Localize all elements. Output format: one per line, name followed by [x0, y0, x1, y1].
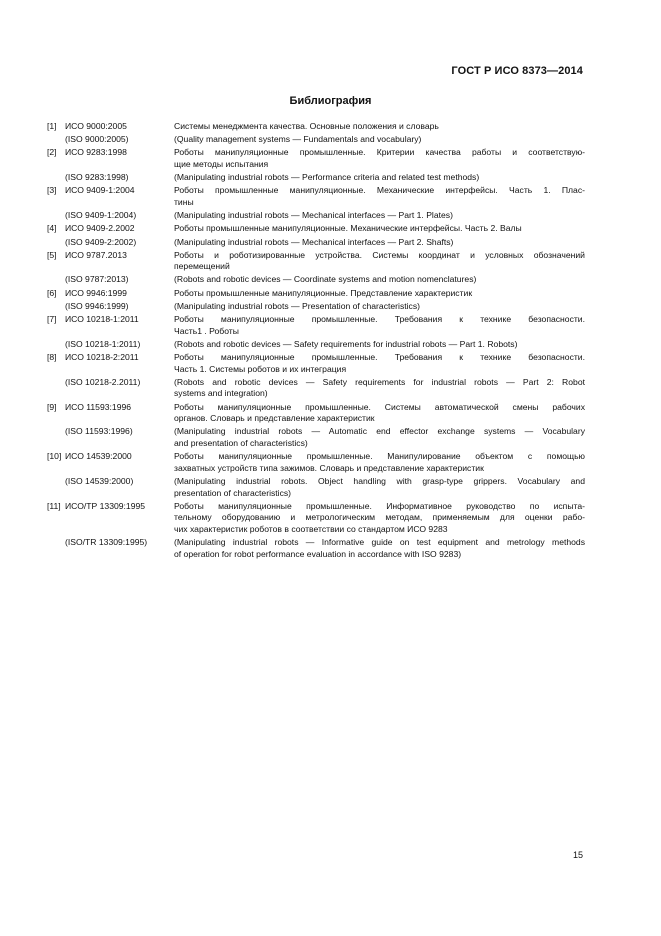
entry-description — [174, 314, 585, 337]
entry-number: [4] — [47, 223, 57, 234]
entry-standard-code: (ISO 10218-2.2011) — [65, 376, 141, 387]
entry-description-line: щие методы испытания — [174, 158, 269, 169]
entry-description — [174, 121, 585, 133]
entry-standard-code: ИСО 9409-1:2004 — [65, 185, 135, 196]
entry-description — [174, 250, 585, 273]
entry-standard-code: ИСО 9946:1999 — [65, 287, 127, 298]
entry-description — [174, 288, 585, 300]
entry-number: [10] — [47, 451, 62, 462]
entry-description-line: Роботы промышленные манипуляционные. Механические интерфейсы. Часть 2. Валы — [174, 223, 522, 234]
entry-description — [174, 301, 585, 313]
bibliography-entry — [47, 237, 585, 249]
bibliography-entry — [47, 451, 585, 474]
entry-description-line: чих характеристик роботов в соответствии со стандартом ИСО 9283 — [174, 523, 448, 534]
bibliography-entry — [47, 134, 585, 146]
entry-number: [11] — [47, 500, 61, 511]
entry-description — [174, 339, 585, 351]
entry-description-line: захватных устройств типа зажимов. Словарь и представление характеристик — [174, 462, 484, 473]
entry-description — [174, 537, 585, 560]
bibliography-title: Библиография — [289, 95, 372, 107]
bibliography-entry — [47, 274, 585, 286]
entry-description — [174, 237, 585, 249]
entry-description-line: Часть 1. Системы роботов и их интеграция — [174, 363, 347, 374]
entry-standard-code: ИСО/ТР 13309:1995 — [65, 500, 146, 511]
entry-description — [174, 147, 585, 170]
entry-description-line: органов. Словарь и представление характеристик — [174, 413, 375, 424]
entry-description-line: (Manipulating industrial robots — Mechanical interfaces — Part 2. Shafts) — [174, 236, 454, 247]
entry-description-line: (Robots and robotic devices — Safety requirements for industrial robots — Part 2: Robot — [174, 376, 585, 387]
entry-standard-code: (ISO 9409-1:2004) — [65, 210, 137, 221]
entry-description — [174, 476, 585, 499]
bibliography-entry — [47, 402, 585, 425]
bibliography-entry — [47, 210, 585, 222]
entry-description-line: Роботы манипуляционные промышленные. Критерии качества работы и соответствую- — [174, 147, 585, 158]
bibliography-entry — [47, 185, 585, 208]
entry-standard-code: ИСО 9787.2013 — [65, 249, 127, 260]
bibliography-entry — [47, 288, 585, 300]
bibliography-entry — [47, 314, 585, 337]
entry-description-line: Роботы манипуляционные промышленные. Информативное руководство по испыта- — [174, 500, 585, 511]
entry-description-line: (Manipulating industrial robots. Object handling with grasp-type grippers. Vocabulary and — [174, 475, 585, 486]
bibliography-entry — [47, 476, 585, 499]
page-number: 15 — [572, 850, 583, 860]
entry-description-line: Роботы и роботизированные устройства. Системы координат и условных обозначений — [174, 249, 585, 260]
bibliography-entry — [47, 301, 585, 313]
entry-description-line: (Manipulating industrial robots — Presentation of characteristics) — [174, 300, 420, 311]
entry-description-line: (Quality management systems — Fundamentals and vocabulary) — [174, 134, 422, 145]
bibliography-entry — [47, 377, 585, 400]
entry-standard-code: ИСО 10218-1:2011 — [65, 314, 139, 325]
entry-description — [174, 402, 585, 425]
entry-description-line: (Manipulating industrial robots — Informative guide on test equipment and metrology methods — [174, 537, 585, 548]
entry-description-line: (Robots and robotic devices — Coordinate systems and motion nomenclatures) — [174, 274, 477, 285]
entry-description-line: Роботы промышленные манипуляционные. Механические интерфейсы. Часть 1. Плас- — [174, 185, 585, 196]
entry-description-line: of operation for robot performance evaluation in accordance with ISO 9283) — [174, 548, 462, 559]
entry-standard-code: (ISO 9787:2013) — [65, 274, 129, 285]
entry-description — [174, 134, 585, 146]
entry-description — [174, 426, 585, 449]
document-header: ГОСТ Р ИСО 8373—2014 — [451, 65, 583, 77]
entry-description-line: (Robots and robotic devices — Safety requirements for industrial robots — Part 1. Robots) — [174, 338, 518, 349]
entry-standard-code: ИСО 14539:2000 — [65, 451, 132, 462]
bibliography-entry — [47, 223, 585, 235]
entry-standard-code: (ISO 9000:2005) — [65, 134, 129, 145]
entry-description-line: Роботы промышленные манипуляционные. Представление характеристик — [174, 287, 473, 298]
bibliography-entry — [47, 339, 585, 351]
entry-description-line: (Manipulating industrial robots — Performance criteria and related test methods) — [174, 172, 480, 183]
entry-number: [7] — [47, 314, 57, 325]
entry-description-line: Часть1 . Роботы — [174, 325, 239, 336]
entry-number: [1] — [47, 121, 57, 131]
entry-description-line: systems and integration) — [174, 388, 268, 399]
entry-standard-code: ИСО 9283:1998 — [65, 147, 127, 158]
entry-number: [2] — [47, 147, 57, 158]
entry-description — [174, 352, 585, 375]
entry-number: [3] — [47, 185, 57, 196]
entry-number: [6] — [47, 287, 57, 298]
entry-description — [174, 210, 585, 222]
bibliography-entry — [47, 172, 585, 184]
entry-standard-code: (ISO 14539:2000) — [65, 475, 134, 486]
entry-number: [9] — [47, 401, 57, 412]
entry-description-line: тельному оборудованию и метрологическим методам, применяемым для оценки рабо- — [174, 512, 585, 523]
entry-standard-code: ИСО 10218-2:2011 — [65, 352, 139, 362]
entry-description-line: Роботы манипуляционные промышленные. Требования к технике безопасности. — [174, 314, 585, 325]
entry-description-line: Роботы манипуляционные промышленные. Манипулирование объектом с помощью — [174, 451, 585, 462]
entry-description — [174, 377, 585, 400]
entry-description-line: Роботы манипуляционные промышленные. Требования к технике безопасности. — [174, 352, 585, 362]
bibliography-entry — [47, 352, 585, 375]
entry-standard-code: (ISO 9946:1999) — [65, 300, 129, 311]
entry-description-line: and presentation of characteristics) — [174, 437, 308, 448]
entry-description-line: (Manipulating industrial robots — Mechanical interfaces — Part 1. Plates) — [174, 210, 453, 221]
entry-number: [8] — [47, 352, 57, 362]
entry-description — [174, 185, 585, 208]
bibliography-entry — [47, 501, 585, 536]
entry-standard-code: (ISO/TR 13309:1995) — [65, 537, 148, 548]
entry-description — [174, 172, 585, 184]
entry-standard-code: ИСО 9409-2.2002 — [65, 223, 135, 234]
entry-standard-code: ИСО 11593:1996 — [65, 401, 132, 412]
entry-description-line: (Manipulating industrial robots — Automatic end effector exchange systems — Vocabulary — [174, 426, 585, 437]
bibliography-entry — [47, 250, 585, 273]
entry-description — [174, 451, 585, 474]
entry-standard-code: (ISO 9409-2:2002) — [65, 236, 137, 247]
entry-standard-code: (ISO 10218-1:2011) — [65, 338, 141, 349]
entry-standard-code: ИСО 9000:2005 — [65, 121, 127, 131]
bibliography-entry — [47, 147, 585, 170]
entry-description-line: Роботы манипуляционные промышленные. Системы автоматической смены рабочих — [174, 401, 585, 412]
entry-description — [174, 223, 585, 235]
entry-standard-code: (ISO 11593:1996) — [65, 426, 133, 437]
bibliography-entry — [47, 121, 585, 133]
entry-description-line: presentation of characteristics) — [174, 487, 292, 498]
bibliography-entry — [47, 426, 585, 449]
entry-description-line: Системы менеджмента качества. Основные положения и словарь — [174, 121, 439, 131]
entry-description — [174, 501, 585, 536]
entry-description — [174, 274, 585, 286]
bibliography-entry — [47, 537, 585, 560]
entry-description-line: тины — [174, 196, 194, 207]
entry-number: [5] — [47, 249, 57, 260]
bibliography-list — [47, 121, 585, 562]
entry-description-line: перемещений — [174, 261, 230, 272]
entry-standard-code: (ISO 9283:1998) — [65, 172, 129, 183]
